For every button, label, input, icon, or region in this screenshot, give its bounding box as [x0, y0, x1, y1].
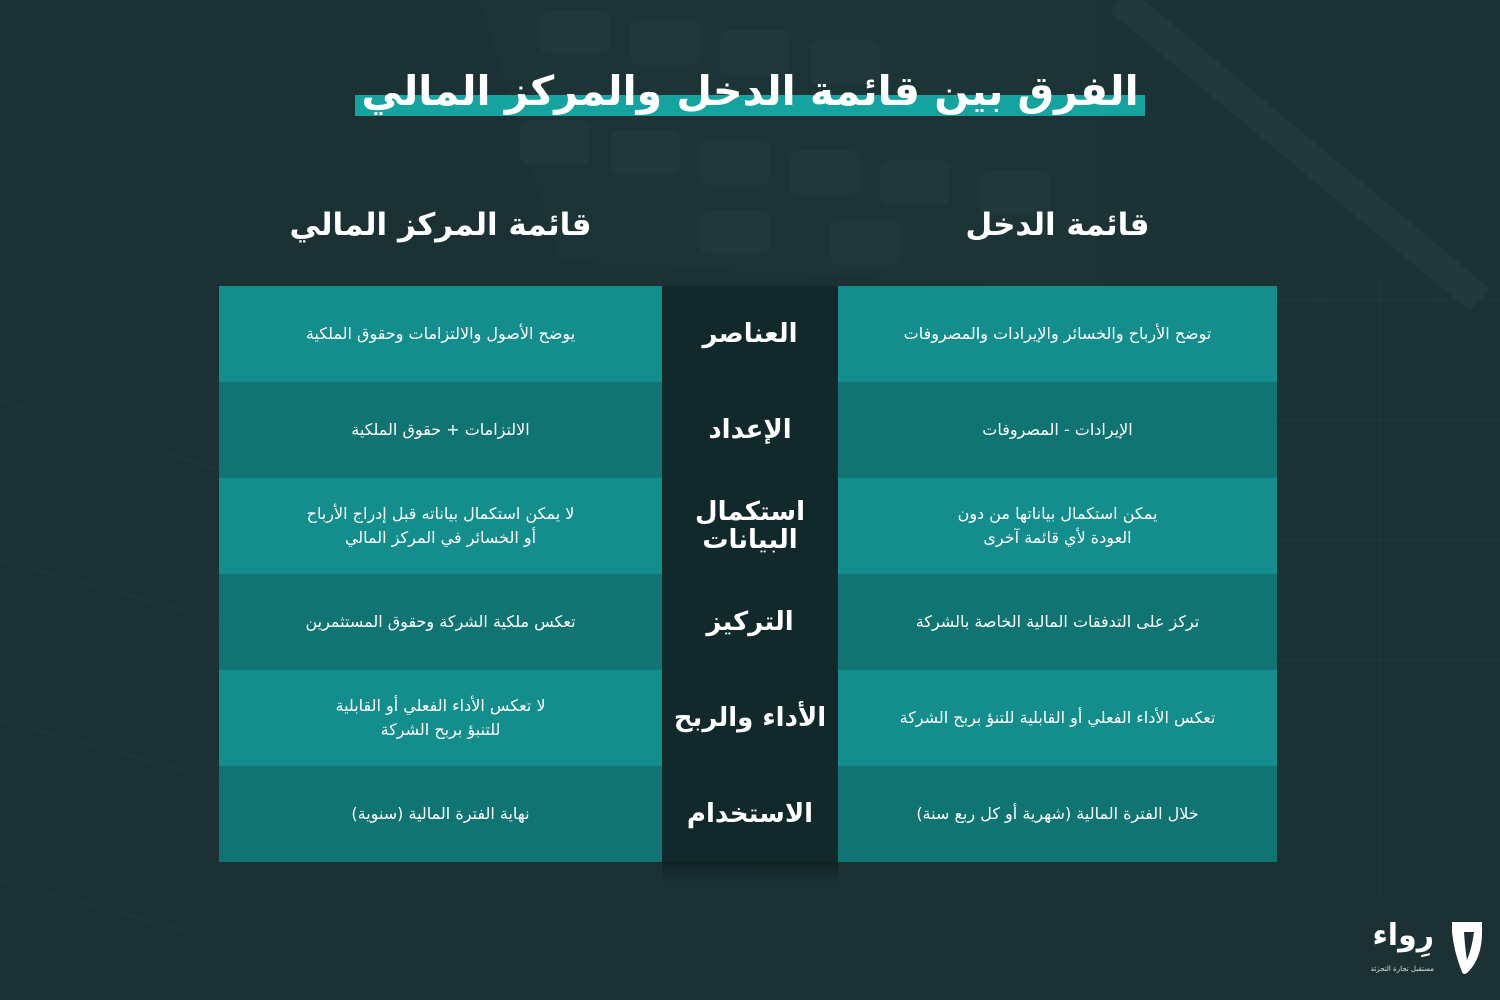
- income-cell-usage: خلال الفترة المالية (شهرية أو كل ربع سنة): [838, 766, 1277, 862]
- income-cell-focus: تركز على التدفقات المالية الخاصة بالشركة: [838, 574, 1277, 670]
- balance-cell-preparation: الالتزامات + حقوق الملكية: [219, 382, 662, 478]
- page-title: الفرق بين قائمة الدخل والمركز المالي: [355, 66, 1144, 116]
- balance-sheet-column-header: قائمة المركز المالي: [289, 207, 592, 243]
- row-label-elements: العناصر: [662, 286, 838, 382]
- logo-name: رِواء: [1372, 918, 1434, 953]
- middle-column-shadow: [662, 862, 838, 884]
- income-statement-column-header: قائمة الدخل: [965, 207, 1150, 243]
- comparison-table: [219, 286, 1277, 862]
- rewaa-logo-icon: [1450, 918, 1484, 976]
- rewaa-logo: [1372, 912, 1484, 978]
- balance-cell-data-completion: لا يمكن استكمال بياناته قبل إدراج الأرباح أو الخسائر في المركز المالي: [219, 478, 662, 574]
- balance-cell-usage: نهاية الفترة المالية (سنوية): [219, 766, 662, 862]
- balance-cell-elements: يوضح الأصول والالتزامات وحقوق الملكية: [219, 286, 662, 382]
- row-label-usage: الاستخدام: [662, 766, 838, 862]
- balance-cell-focus: تعكس ملكية الشركة وحقوق المستثمرين: [219, 574, 662, 670]
- income-cell-preparation: الإيرادات - المصروفات: [838, 382, 1277, 478]
- row-label-preparation: الإعداد: [662, 382, 838, 478]
- income-cell-performance: تعكس الأداء الفعلي أو القابلية للتنؤ بربح الشركة: [838, 670, 1277, 766]
- row-label-data-completion: استكمال البيانات: [662, 478, 838, 574]
- balance-cell-performance: لا تعكس الأداء الفعلي أو القابلية للتنبؤ بربح الشركة: [219, 670, 662, 766]
- title-container: [0, 66, 1500, 116]
- income-cell-data-completion: يمكن استكمال بياناتها من دون العودة لأي قائمة آخرى: [838, 478, 1277, 574]
- logo-tagline: مستقبل تجارة التجزئة: [1370, 965, 1434, 973]
- row-label-performance: الأداء والربح: [662, 670, 838, 766]
- income-cell-elements: توضح الأرباح والخسائر والإيرادات والمصروفات: [838, 286, 1277, 382]
- row-label-focus: التركيز: [662, 574, 838, 670]
